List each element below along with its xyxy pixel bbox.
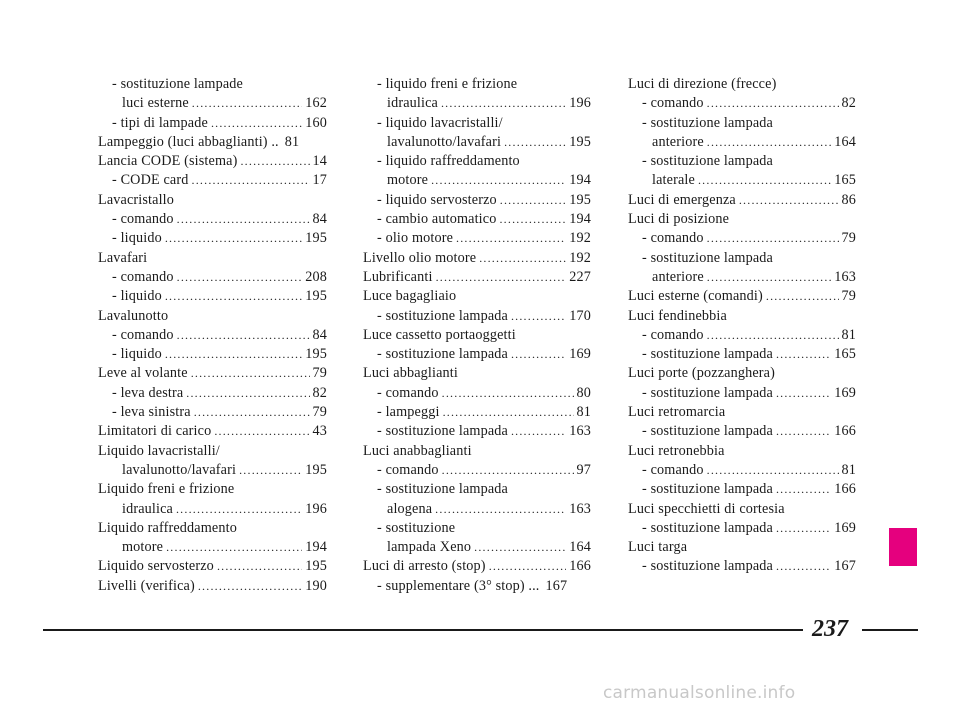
index-entry — [98, 287, 327, 306]
dot-leader — [177, 210, 310, 229]
index-entry — [628, 384, 856, 403]
index-entry-page: 160 — [305, 114, 327, 131]
dot-leader — [165, 287, 302, 306]
index-entry-page: 79 — [841, 230, 856, 247]
index-entry — [363, 171, 591, 190]
index-entry-page: 195 — [305, 230, 327, 247]
index-entry-label: Liquido raffreddamento — [98, 519, 237, 536]
index-entry-label: Lampeggio (luci abbaglianti) .. — [98, 133, 279, 150]
index-entry-page: 196 — [305, 500, 327, 517]
index-entry-label: Liquido lavacristalli/ — [98, 442, 220, 459]
index-entry-label: lavalunotto/lavafari — [122, 461, 237, 478]
index-entry-label: - comando — [642, 461, 704, 478]
index-entry-label: - sostituzione lampada — [642, 519, 773, 536]
index-entry-label: - comando — [112, 326, 174, 343]
dot-leader — [500, 191, 566, 210]
index-entry-label: - liquido lavacristalli/ — [377, 114, 503, 131]
index-entry — [628, 519, 856, 538]
index-entry-page: 164 — [569, 539, 591, 556]
dot-leader — [194, 403, 310, 422]
index-entry-label: Luci specchietti di cortesia — [628, 500, 785, 517]
dot-leader — [165, 345, 302, 364]
index-entry-label: lampada Xeno — [387, 539, 472, 556]
index-entry-page: 208 — [305, 268, 327, 285]
index-entry — [628, 75, 856, 94]
index-entry-label: Livello olio motore — [363, 249, 477, 266]
index-entry-label: - comando — [377, 461, 439, 478]
index-entry — [363, 229, 591, 248]
index-entry — [98, 268, 327, 287]
footer-rule-right — [862, 629, 918, 631]
index-entry — [628, 229, 856, 248]
dot-leader — [739, 191, 839, 210]
index-entry — [628, 249, 856, 268]
index-entry-label: - comando — [642, 95, 704, 112]
index-entry — [628, 461, 856, 480]
index-entry-page: 162 — [305, 95, 327, 112]
index-entry-label: - tipi di lampade — [112, 114, 208, 131]
index-entry — [98, 384, 327, 403]
dot-leader — [707, 229, 839, 248]
index-entry — [98, 538, 327, 557]
index-entry-label: - leva sinistra — [112, 404, 191, 421]
index-entry — [628, 326, 856, 345]
dot-leader — [192, 171, 310, 190]
index-entry — [98, 364, 327, 383]
index-entry — [98, 307, 327, 326]
index-entry-label: - sostituzione lampada — [642, 423, 773, 440]
dot-leader — [176, 500, 302, 519]
index-entry-page: 84 — [312, 326, 327, 343]
dot-leader — [776, 345, 831, 364]
dot-leader — [776, 422, 831, 441]
index-entry — [363, 133, 591, 152]
index-entry — [628, 538, 856, 557]
index-entry-page: 166 — [569, 558, 591, 575]
index-entry-label: - liquido — [112, 230, 162, 247]
index-entry — [363, 94, 591, 113]
index-entry — [98, 94, 327, 113]
dot-leader — [217, 557, 302, 576]
index-entry-label: - liquido freni e frizione — [377, 76, 518, 92]
index-entry — [98, 191, 327, 210]
index-entry — [98, 442, 327, 461]
index-entry-label: - lampeggi — [377, 404, 440, 421]
index-entry-label: Luci di direzione (frecce) — [628, 76, 777, 92]
index-entry-page: 192 — [569, 230, 591, 247]
index-entry — [363, 268, 591, 287]
index-entry — [98, 114, 327, 133]
page-number: 237 — [812, 616, 848, 642]
index-entry-label: Luci di posizione — [628, 211, 730, 228]
index-entry-label: lavalunotto/lavafari — [387, 133, 502, 150]
index-entry — [363, 461, 591, 480]
index-entry — [98, 403, 327, 422]
dot-leader — [511, 307, 566, 326]
index-entry-page: 195 — [569, 191, 591, 208]
index-entry — [363, 249, 591, 268]
dot-leader — [499, 210, 566, 229]
index-entry — [98, 75, 327, 94]
index-entry — [363, 384, 591, 403]
index-entry — [363, 442, 591, 461]
index-entry-label: - comando — [642, 230, 704, 247]
index-entry — [628, 422, 856, 441]
index-entry — [363, 403, 591, 422]
dot-leader — [698, 171, 831, 190]
index-entry — [628, 287, 856, 306]
index-entry — [98, 210, 327, 229]
dot-leader — [776, 480, 831, 499]
index-entry — [628, 210, 856, 229]
index-entry — [628, 268, 856, 287]
index-entry-label: - sostituzione lampada — [642, 114, 773, 131]
index-entry — [628, 403, 856, 422]
index-entry — [628, 133, 856, 152]
index-entry-label: - sostituzione lampada — [377, 423, 508, 440]
index-entry — [98, 152, 327, 171]
index-entry — [98, 480, 327, 499]
index-entry-page: 194 — [305, 539, 327, 556]
index-entry — [363, 287, 591, 306]
index-entry-page: 195 — [569, 133, 591, 150]
index-entry-page: 166 — [834, 423, 856, 440]
index-entry-page: 167 — [545, 577, 568, 594]
dot-leader — [177, 268, 303, 287]
index-entry-page: 163 — [569, 500, 591, 517]
index-entry — [628, 442, 856, 461]
index-entry-page: 169 — [834, 384, 856, 401]
index-column-3 — [628, 75, 856, 577]
index-entry-label: Luci retromarcia — [628, 404, 726, 421]
dot-leader — [766, 287, 839, 306]
index-entry — [628, 557, 856, 576]
dot-leader — [776, 384, 831, 403]
dot-leader — [198, 577, 302, 596]
index-entry-label: - sostituzione lampada — [642, 481, 773, 498]
dot-leader — [211, 114, 302, 133]
index-entry-label: Luci fendinebbia — [628, 307, 727, 324]
index-entry-page: 79 — [312, 365, 327, 382]
index-entry-page: 194 — [569, 172, 591, 189]
index-entry-page: 43 — [312, 423, 327, 440]
index-entry — [363, 210, 591, 229]
index-entry-page: 163 — [834, 268, 856, 285]
index-entry — [363, 500, 591, 519]
index-entry-label: - liquido — [112, 288, 162, 305]
index-entry-label: Luci anabbaglianti — [363, 442, 472, 459]
index-entry — [628, 307, 856, 326]
index-entry — [98, 500, 327, 519]
index-entry-label: Luce bagagliaio — [363, 288, 457, 305]
index-entry — [628, 364, 856, 383]
index-entry-label: - sostituzione — [377, 519, 456, 536]
index-entry — [628, 171, 856, 190]
index-entry-page: 195 — [305, 288, 327, 305]
index-entry-page: 97 — [576, 461, 591, 478]
dot-leader — [240, 152, 309, 171]
index-entry-label: - cambio automatico — [377, 211, 497, 228]
index-entry — [628, 94, 856, 113]
index-entry-page: 164 — [834, 133, 856, 150]
index-entry-label: alogena — [387, 500, 433, 517]
dot-leader — [776, 519, 831, 538]
index-entry — [363, 152, 591, 171]
watermark-text: carmanualsonline.info — [603, 683, 796, 703]
index-entry — [98, 249, 327, 268]
dot-leader — [442, 384, 574, 403]
index-entry-label: - sostituzione lampada — [377, 481, 508, 498]
index-entry — [98, 461, 327, 480]
index-entry-page: 79 — [841, 288, 856, 305]
index-entry-label: motore — [122, 539, 164, 556]
index-entry-label: Luci targa — [628, 539, 688, 556]
index-entry — [98, 229, 327, 248]
index-entry — [98, 345, 327, 364]
index-column-2 — [363, 75, 591, 596]
index-entry-label: - liquido servosterzo — [377, 191, 497, 208]
index-entry-label: luci esterne — [122, 95, 189, 112]
index-entry-label: - sostituzione lampada — [642, 153, 773, 170]
index-entry-page: 86 — [841, 191, 856, 208]
index-entry-page: 196 — [569, 95, 591, 112]
index-entry-label: Lavalunotto — [98, 307, 169, 324]
index-entry-page: 194 — [569, 211, 591, 228]
dot-leader — [707, 94, 839, 113]
dot-leader — [707, 326, 839, 345]
index-entry-label: - liquido raffreddamento — [377, 153, 520, 170]
dot-leader — [186, 384, 309, 403]
dot-leader — [435, 500, 566, 519]
dot-leader — [239, 461, 302, 480]
dot-leader — [191, 364, 310, 383]
index-entry — [363, 577, 591, 596]
index-entry — [628, 114, 856, 133]
dot-leader — [166, 538, 302, 557]
index-entry-label: Luci retronebbia — [628, 442, 725, 459]
index-entry-label: - comando — [642, 326, 704, 343]
index-entry-label: - sostituzione lampada — [642, 346, 773, 363]
index-entry — [98, 422, 327, 441]
dot-leader — [479, 249, 566, 268]
index-entry — [628, 152, 856, 171]
index-entry — [628, 345, 856, 364]
dot-leader — [192, 94, 302, 113]
index-entry-label: Lavacristallo — [98, 191, 175, 208]
index-entry-page: 170 — [569, 307, 591, 324]
index-entry — [363, 191, 591, 210]
dot-leader — [443, 403, 574, 422]
index-entry-label: Leve al volante — [98, 365, 188, 382]
index-entry — [98, 519, 327, 538]
index-entry-label: - supplementare (3° stop) ... — [377, 577, 540, 594]
footer-rule-left — [43, 629, 803, 631]
index-entry — [98, 577, 327, 596]
index-entry-label: Lubrificanti — [363, 268, 433, 285]
dot-leader — [431, 171, 566, 190]
section-tab-marker — [889, 528, 917, 566]
index-entry-label: Limitatori di carico — [98, 423, 212, 440]
index-entry-label: laterale — [652, 172, 695, 189]
dot-leader — [442, 461, 574, 480]
index-entry-page: 195 — [305, 558, 327, 575]
index-entry — [363, 557, 591, 576]
index-entry — [628, 480, 856, 499]
index-entry — [363, 326, 591, 345]
index-entry-page: 17 — [312, 172, 327, 189]
dot-leader — [474, 538, 566, 557]
index-entry-page: 169 — [834, 519, 856, 536]
index-entry — [363, 422, 591, 441]
index-entry-page: 81 — [576, 404, 591, 421]
index-entry-label: - comando — [112, 211, 174, 228]
dot-leader — [177, 326, 310, 345]
index-entry-label: idraulica — [387, 95, 438, 112]
index-entry-page: 163 — [569, 423, 591, 440]
dot-leader — [776, 557, 831, 576]
index-entry-page: 195 — [305, 461, 327, 478]
index-entry — [363, 75, 591, 94]
dot-leader — [511, 345, 566, 364]
index-entry-page: 82 — [841, 95, 856, 112]
index-entry — [98, 171, 327, 190]
index-entry-page: 165 — [834, 172, 856, 189]
index-entry-label: Lancia CODE (sistema) — [98, 153, 238, 170]
index-entry — [628, 500, 856, 519]
dot-leader — [707, 133, 832, 152]
index-entry-label: Luci porte (pozzanghera) — [628, 365, 775, 382]
index-entry — [363, 114, 591, 133]
index-entry-label: - sostituzione lampada — [642, 249, 773, 266]
index-entry-label: Luci di emergenza — [628, 191, 736, 208]
index-entry-page: 195 — [305, 346, 327, 363]
index-entry-label: Liquido servosterzo — [98, 558, 214, 575]
index-entry-label: - sostituzione lampada — [642, 558, 773, 575]
dot-leader — [441, 94, 566, 113]
dot-leader — [504, 133, 566, 152]
index-entry-label: motore — [387, 172, 429, 189]
index-entry — [98, 557, 327, 576]
index-entry-label: Luce cassetto portaoggetti — [363, 326, 516, 343]
index-entry-label: Liquido freni e frizione — [98, 481, 235, 498]
index-entry — [628, 191, 856, 210]
index-entry-label: anteriore — [652, 133, 704, 150]
index-entry-page: 79 — [312, 404, 327, 421]
index-entry-page: 80 — [576, 384, 591, 401]
index-entry — [363, 538, 591, 557]
index-entry-label: - CODE card — [112, 172, 189, 189]
index-entry-label: - leva destra — [112, 384, 184, 401]
index-entry — [363, 307, 591, 326]
index-entry-page: 81 — [284, 133, 300, 150]
dot-leader — [456, 229, 566, 248]
index-entry-page: 14 — [312, 153, 327, 170]
index-entry-label: Lavafari — [98, 249, 148, 266]
index-entry-page: 81 — [841, 326, 856, 343]
index-entry-label: Livelli (verifica) — [98, 577, 195, 594]
index-entry-page: 169 — [569, 346, 591, 363]
index-entry — [98, 133, 327, 152]
index-entry-page: 227 — [569, 268, 591, 285]
index-entry — [363, 364, 591, 383]
index-entry-label: idraulica — [122, 500, 173, 517]
index-entry-label: anteriore — [652, 268, 704, 285]
dot-leader — [489, 557, 567, 576]
index-entry-label: Luci esterne (comandi) — [628, 288, 763, 305]
index-entry-label: - sostituzione lampade — [112, 76, 243, 92]
dot-leader — [436, 268, 567, 287]
index-entry-label: - sostituzione lampada — [642, 384, 773, 401]
index-entry-label: - comando — [377, 384, 439, 401]
index-entry — [363, 480, 591, 499]
dot-leader — [165, 229, 302, 248]
dot-leader — [707, 268, 832, 287]
index-entry — [363, 519, 591, 538]
dot-leader — [214, 422, 309, 441]
index-entry-page: 166 — [834, 481, 856, 498]
index-entry — [363, 345, 591, 364]
index-entry-label: - olio motore — [377, 230, 454, 247]
index-entry-page: 84 — [312, 211, 327, 228]
dot-leader — [707, 461, 839, 480]
index-entry-label: - sostituzione lampada — [377, 346, 508, 363]
index-entry-label: Luci abbaglianti — [363, 365, 458, 382]
index-entry-label: - sostituzione lampada — [377, 307, 508, 324]
index-entry-page: 81 — [841, 461, 856, 478]
index-entry-label: - comando — [112, 268, 174, 285]
dot-leader — [511, 422, 566, 441]
index-entry-label: Luci di arresto (stop) — [363, 558, 486, 575]
index-entry-page: 82 — [312, 384, 327, 401]
index-column-1 — [98, 75, 327, 596]
index-entry — [98, 326, 327, 345]
index-entry-page: 167 — [834, 558, 856, 575]
index-entry-page: 165 — [834, 346, 856, 363]
index-entry-page: 192 — [569, 249, 591, 266]
index-entry-page: 190 — [305, 577, 327, 594]
index-entry-label: - liquido — [112, 346, 162, 363]
